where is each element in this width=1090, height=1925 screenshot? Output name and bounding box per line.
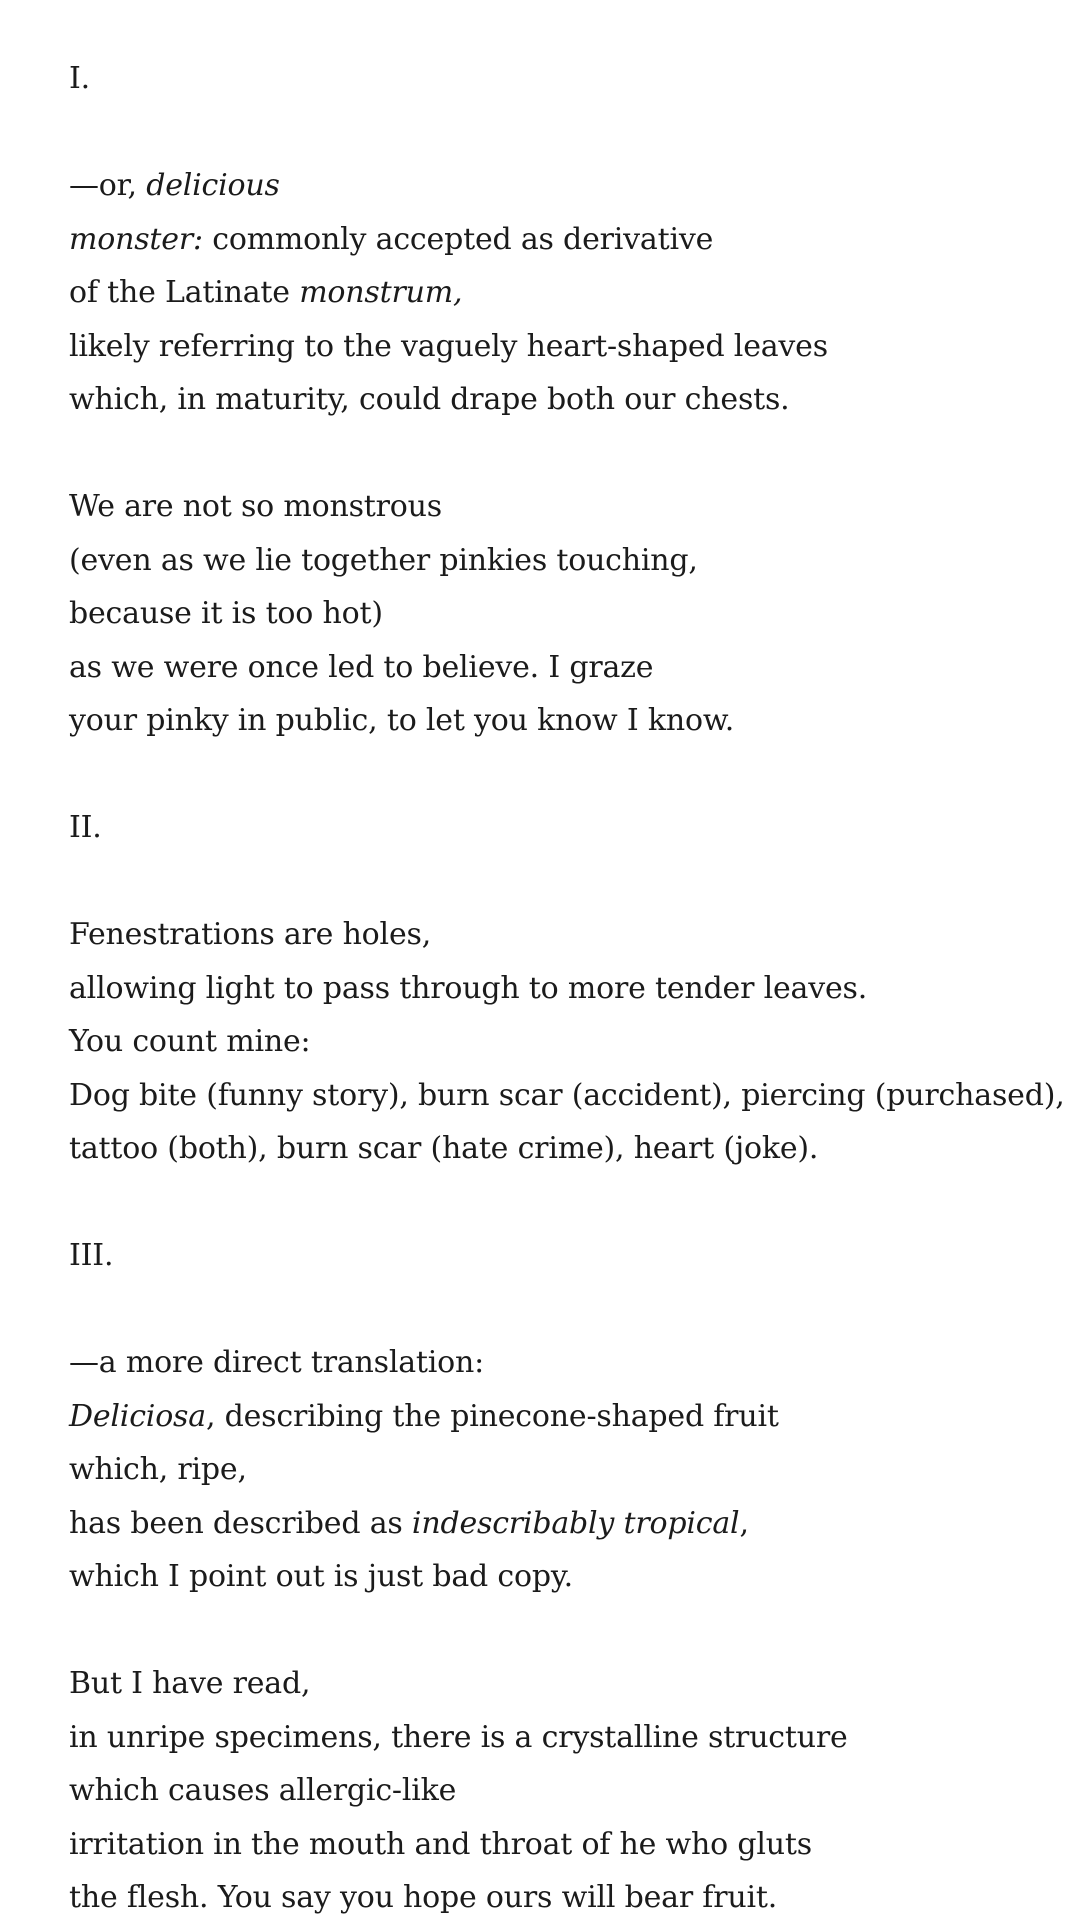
- poem-line: likely referring to the vaguely heart-shaped leaves: [69, 328, 828, 364]
- poem-line: [69, 1497, 1059, 1551]
- poem-line: (even as we lie together pinkies touching,: [69, 542, 698, 578]
- blank-line: [69, 855, 1059, 909]
- poem-italic-text: monster:: [69, 221, 203, 257]
- poem-line: [69, 266, 1059, 320]
- blank-line: [69, 427, 1059, 481]
- poem-line: But I have read,: [69, 1666, 311, 1701]
- poem-italic-text: indescribably tropical: [411, 1505, 740, 1541]
- poem-italic-text: delicious: [146, 168, 280, 203]
- poem-text: commonly accepted as derivative: [202, 221, 714, 257]
- poem-line: Dog bite (funny story), burn scar (accident), piercing (purchased),: [69, 1077, 1065, 1113]
- poem-text: , describing the pinecone-shaped fruit: [205, 1398, 779, 1434]
- poem-line: [69, 159, 1059, 213]
- poem-line: allowing light to pass through to more tender leaves.: [69, 970, 868, 1006]
- poem-line: in unripe specimens, there is a crystalline structure: [69, 1719, 848, 1755]
- poem-line: Fenestrations are holes,: [69, 917, 432, 952]
- poem-line: You count mine:: [69, 1024, 311, 1059]
- poem-text: ,: [739, 1505, 749, 1541]
- poem-line: which, ripe,: [69, 1452, 247, 1487]
- poem-line: the flesh. You say you hope ours will bear fruit.: [69, 1880, 778, 1915]
- poem-line: [69, 213, 1059, 267]
- blank-line: [69, 1176, 1059, 1230]
- blank-line: [69, 1283, 1059, 1337]
- blank-line: [69, 1604, 1059, 1658]
- poem-text: has been described as: [69, 1505, 412, 1541]
- poem-line: tattoo (both), burn scar (hate crime), heart (joke).: [69, 1131, 819, 1166]
- poem-italic-text: Deliciosa: [69, 1398, 206, 1434]
- section-heading-3: III.: [69, 1238, 114, 1273]
- blank-line: [69, 106, 1059, 160]
- poem-line: which I point out is just bad copy.: [69, 1559, 573, 1594]
- poem-line: —a more direct translation:: [69, 1345, 485, 1380]
- section-heading-2: II.: [69, 810, 102, 845]
- poem-text: —or,: [69, 168, 147, 203]
- poem-line: because it is too hot): [69, 596, 383, 631]
- poem-line: which causes allergic-like: [69, 1773, 457, 1808]
- poem-line: which, in maturity, could drape both our chests.: [69, 382, 790, 417]
- poem-line: your pinky in public, to let you know I know.: [69, 703, 735, 738]
- poem-page: [69, 52, 1065, 1925]
- poem-line: irritation in the mouth and throat of he who gluts: [69, 1826, 812, 1862]
- poem-text: of the Latinate: [69, 275, 300, 310]
- section-heading-1: I.: [69, 61, 90, 96]
- poem-line: as we were once led to believe. I graze: [69, 649, 654, 685]
- blank-line: [69, 748, 1059, 802]
- poem-line: We are not so monstrous: [69, 489, 442, 524]
- poem-italic-text: monstrum,: [299, 275, 463, 310]
- poem-line: [69, 1390, 1059, 1444]
